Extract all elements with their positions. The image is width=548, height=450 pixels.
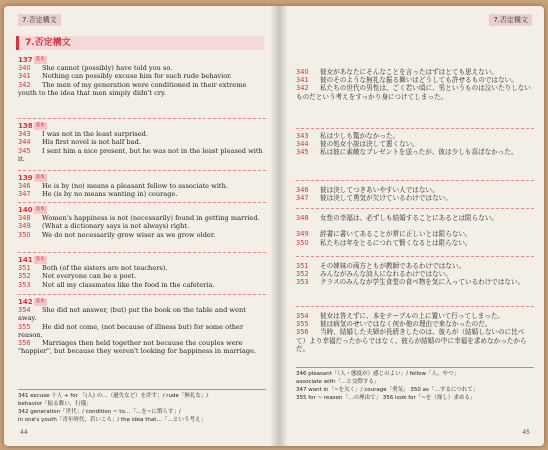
question-138: 138 基本 343 I was not in the least surprised. 344 His first novel is not half bad. 345 I sent him a nice present, but he was not in the least pleased with it.: [18, 122, 263, 163]
open-book: [4, 6, 544, 446]
question-141: 141 基本 351 Both (of the sisters are not teachers). 352 Not everyone can be a poet. 353 Not all my classmates like the food in the cafeteria.: [18, 256, 215, 289]
divider: [18, 170, 266, 171]
section-title: 7.否定構文: [16, 36, 264, 50]
vocab-rule: [296, 367, 534, 368]
header-tab: 7.否定構文: [489, 14, 532, 26]
vocab-rule: [18, 389, 266, 390]
question-137: 137 基本 340 She cannot (possibly) have told you so. 341 Nothing can possibly excuse him for such rude behavior. 342 The men of my generation were conditioned in their extreme youth to the idea that men simply didn't cry.: [18, 56, 247, 97]
divider: [18, 202, 266, 203]
translation-block-139: 346 彼は決してつきあいやすい人ではない。 347 彼は決して勇気が欠けているわけではない。: [296, 186, 452, 203]
translation-block-141: 351 その姉妹の両方ともが教師であるわけではない。 352 みんながみんな詩人になれるわけではない。 353 クラスのみんなが学生食堂の食べ物を気に入っているわけではない。: [296, 262, 525, 287]
question-139: 139 基本 346 He is by (no) means a pleasant fellow to associate with. 347 He (is by no means wanting in) courage.: [18, 174, 228, 199]
page-number: 44: [20, 429, 28, 436]
vocab-notes: 346 pleasant「（人・態度が）感じのよい」/ fellow「人、やつ」 associate with「…と交際する」 347 want in「~を欠く」/ courage「勇気」 350 as「…するにつれて」 355 for ~ reason「…の理由で」 356 look for「~を（探し）求める」: [296, 371, 479, 401]
divider: [296, 306, 534, 307]
divider: [18, 252, 266, 253]
divider: [296, 256, 534, 257]
left-page: [4, 6, 272, 446]
question-142: 142 基本 354 She did not answer, (but) put the book on the table and went away. 355 He did not come, (not because of illness but) for some other reason. 356 Marriages then held together not because the couples were "happier", but because they weren't looking for happiness in marriage.: [18, 298, 256, 356]
right-page: [286, 6, 544, 446]
divider: [296, 180, 534, 181]
question-140: 140 基本 348 Women's happiness is not (necessarily) found in getting married. 349 (What a dictionary says is not always) right. 350 We do not necessarily grow wiser as we grow older.: [18, 206, 260, 239]
translation-block-137: 340 彼女があなたにそんなことを言ったはずはとても思えない。 341 彼のそのような無礼な振る舞いはどうしても許せるものではない。 342 私たちの世代の男性は、ごく若い頃に、男というものは泣いたりしないものだという考えをすっかり身につけてしまった。: [296, 68, 531, 101]
page-number: 45: [522, 429, 530, 436]
translation-block-140: 348 女性の幸福は、必ずしも結婚することにあるとは限らない。 349 辞書に書いてあることが常に正しいとは限らない。 350 私たちは年をとるにつれて賢くなるとは限らない。: [296, 214, 499, 247]
divider: [296, 128, 534, 129]
translation-block-142: 354 彼女は答えずに、本をテーブルの上に置いて行ってしまった。 355 彼は病気のせいではなく何か他の理由で来なかったのだ。 356 当時、結婚した夫婦が長続きしたのは、彼らが（結婚しないのに比べて）より幸福だったからではなく、彼らが結婚の中に幸福を求めなかったからだ。: [296, 312, 527, 353]
vocab-notes: 341 excuse 十人 + for 「(人) の…（過失など）を許す」/ rude「無礼な」/ behavior「振る舞い，行儀」 342 generation「世代」/ condition ~ to…「…を~に慣らす」/ in one's youth「青年時代，若いころ」/ the idea that…「…という考え」: [18, 393, 209, 423]
running-header: [18, 14, 61, 26]
divider: [18, 294, 266, 295]
header-tab: 7.否定構文: [18, 14, 61, 26]
divider: [296, 208, 534, 209]
translation-block-138: 343 私は少しも驚かなかった。 344 彼の処女小説は決して悪くない。 345 私は彼に素敵なプレゼントを送ったが、彼は少しも喜ばなかった。: [296, 132, 518, 157]
running-header: [489, 14, 532, 26]
divider: [18, 118, 266, 119]
